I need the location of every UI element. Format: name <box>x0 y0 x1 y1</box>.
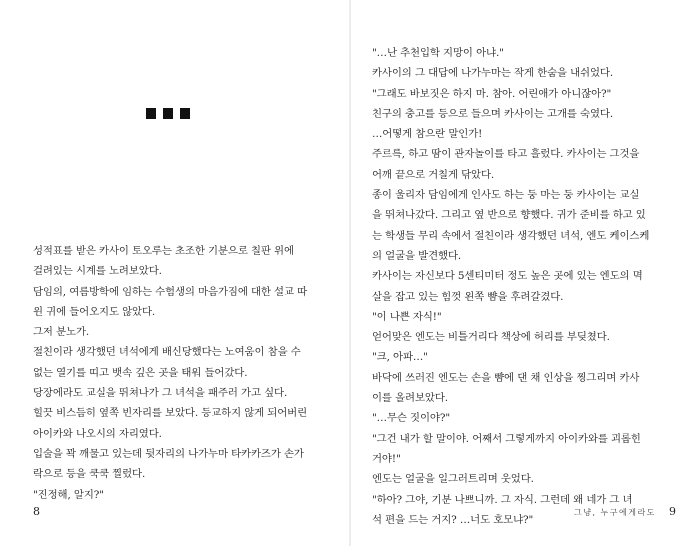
text-line: "…무슨 짓이야?" <box>372 412 451 425</box>
text-line: 주르륵, 하고 땀이 관자놀이를 타고 흘렀다. 카사이는 그것을 <box>372 148 640 161</box>
text-line: 종이 울리자 담임에게 인사도 하는 둥 마는 둥 카사이는 교실 <box>372 189 640 202</box>
text-line: 그저 분노가. <box>33 326 90 339</box>
text-line: 석 편을 드는 거지? …너도 호모냐?" <box>372 513 534 526</box>
text-line: 힐끗 비스듬히 옆쪽 빈자리를 보았다. 등교하지 않게 되어버린 <box>33 407 308 420</box>
text-line: 어깨 끝으로 거칠게 닦았다. <box>372 168 495 181</box>
text-line: 담임의, 여름방학에 임하는 수험생의 마음가짐에 대한 설교 따 <box>33 285 308 298</box>
text-line: 이를 올려보았다. <box>372 392 448 405</box>
section-mark <box>180 108 190 119</box>
text-line: 당장에라도 교실을 뛰쳐나가 그 녀석을 패주러 가고 싶다. <box>33 387 288 400</box>
text-line: 입술을 꽉 깨물고 있는데 뒷자리의 나가누마 타카카즈가 손가 <box>33 447 304 460</box>
text-line: 윈 귀에 들어오지도 않았다. <box>33 305 156 318</box>
text-line: 카사이의 그 대답에 나가누마는 작게 한숨을 내쉬었다. <box>372 67 614 80</box>
text-line: 없는 열기를 띠고 뱃속 깊은 곳을 태워 들어갔다. <box>33 366 248 379</box>
text-line: "크, 아파…" <box>372 351 428 364</box>
text-line: 살을 잡고 있는 힘껏 왼쪽 뺨을 후려갈겼다. <box>372 290 564 303</box>
text-line: 걸려있는 시계를 노려보았다. <box>33 265 162 278</box>
text-line: 는 학생들 무리 속에서 절친이라 생각했던 녀석, 엔도 케이스케 <box>372 229 650 242</box>
text-line: "…난 추천입학 지망이 아냐." <box>372 47 504 59</box>
right-page <box>350 0 700 546</box>
page-number-right: 9 <box>669 505 676 518</box>
text-line: 락으로 등을 쿡쿡 찔렀다. <box>33 468 146 481</box>
section-break <box>146 108 190 119</box>
text-line: 아이카와 나오시의 자리였다. <box>33 427 162 440</box>
text-line: 성적표를 받은 카사이 토오루는 초조한 기분으로 칠판 위에 <box>33 245 294 257</box>
text-line: …어떻게 참으란 말인가! <box>372 128 483 141</box>
text-line: 의 얼굴을 발견했다. <box>372 249 462 262</box>
text-line: "그래도 바보짓은 하지 마. 참아. 어린애가 아니잖아?" <box>372 87 612 100</box>
page-number-left: 8 <box>33 505 40 518</box>
text-line: 바닥에 쓰러진 엔도는 손을 뺨에 댄 채 인상을 찡그리며 카사 <box>372 371 640 384</box>
text-line: 얻어맞은 엔도는 비틀거리다 책상에 허리를 부딪쳤다. <box>372 331 610 344</box>
text-line: "그건 내가 할 말이야. 어째서 그렇게까지 아이카와를 괴롭힌 <box>372 432 641 445</box>
text-line: "하아? 그야, 기분 나쁘니까. 그 자식. 그런데 왜 네가 그 녀 <box>372 493 633 506</box>
right-body-text <box>372 43 682 530</box>
text-line: 을 뛰쳐나갔다. 그리고 옆 반으로 향했다. 귀가 준비를 하고 있 <box>372 209 646 222</box>
text-line: "진정해, 알지?" <box>33 488 104 501</box>
text-line: 절친이라 생각했던 녀석에게 배신당했다는 노여움이 참을 수 <box>33 346 301 359</box>
section-mark <box>163 108 173 119</box>
text-line: "이 나쁜 자식!" <box>372 310 442 323</box>
running-head: 그냥, 누구에게라도 <box>574 508 656 517</box>
left-body-text <box>33 241 318 505</box>
section-mark <box>146 108 156 119</box>
text-line: 카사이는 자신보다 5센티미터 정도 높은 곳에 있는 엔도의 멱 <box>372 270 643 283</box>
text-line: 거야!" <box>372 452 401 465</box>
text-line: 친구의 충고를 등으로 들으며 카사이는 고개를 숙였다. <box>372 107 614 120</box>
text-line: 엔도는 얼굴을 일그러트리며 웃었다. <box>372 473 534 486</box>
